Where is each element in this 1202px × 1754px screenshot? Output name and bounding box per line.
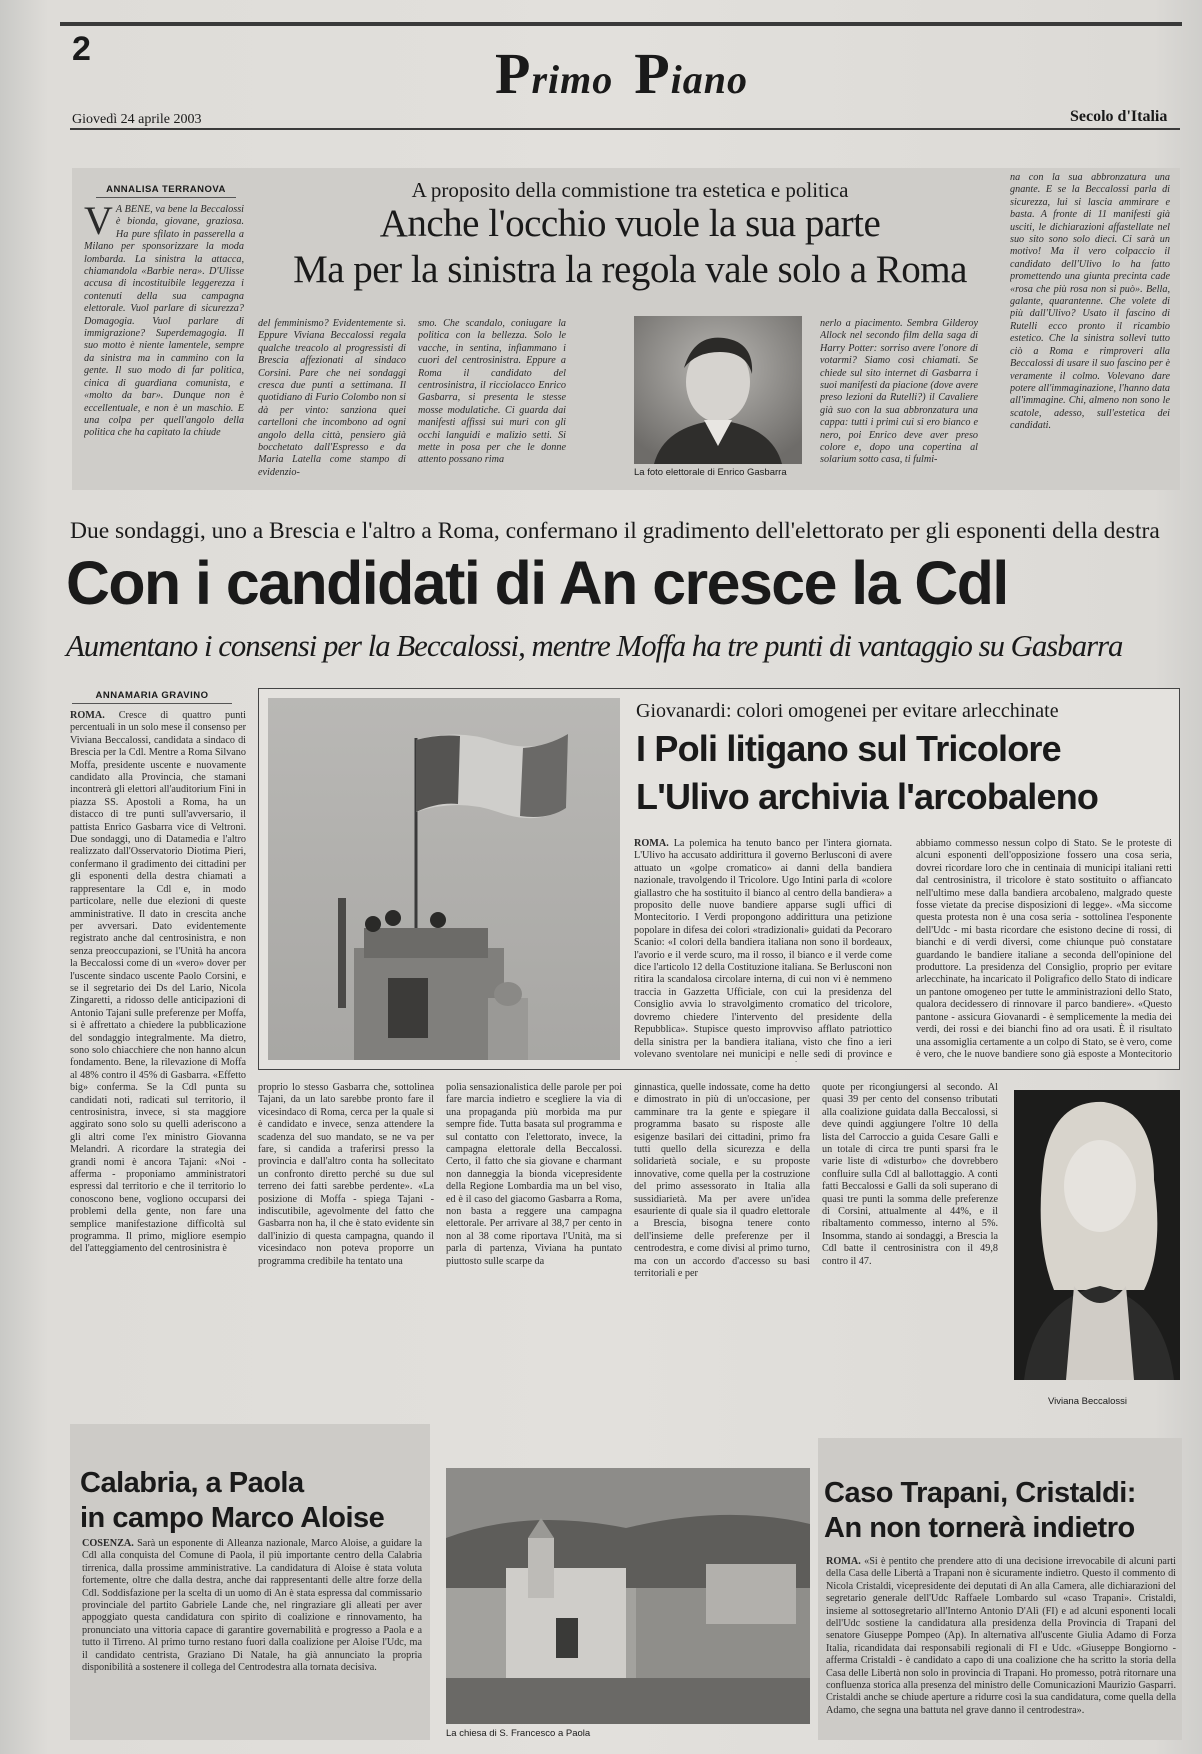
masthead-initial-p: P <box>495 41 532 106</box>
trapani-headline-line-2: An non tornerà indietro <box>824 1512 1135 1544</box>
gasbarra-photo-caption: La foto elettorale di Enrico Gasbarra <box>634 467 787 478</box>
tricolore-dateline: ROMA. <box>634 838 669 849</box>
byline-gravino: ANNAMARIA GRAVINO <box>72 690 232 704</box>
top-article-col-2: del femminismo? Evidentemente sì. Eppure Viviana Beccalossi regala qualche treacolo al progressisti di Brescia affezionati al sindaco Corsini. Pare che nei sondaggi cresca due punti a settimana. Il quotidiano di Furio Colombo non si dà per vinto: sanziona quei cartelloni che incombono ad ogni angolo della città, pensiero già bocchetato dall'Espresso e da Maria Latella come stampo di evidenzio- <box>258 318 406 478</box>
church-photo-caption: La chiesa di S. Francesco a Paola <box>446 1728 591 1739</box>
top-rule <box>60 22 1182 26</box>
calabria-text <box>82 1538 422 1734</box>
section-masthead <box>495 40 748 107</box>
tricolore-col-2: abbiamo commesso nessun colpo di Stato. Se le proteste di alcuni esponenti dell'opposizione fossero una cosa seria, dovrei ricordare loro che in centinaia di municipi italiani retti dal centrosinistra, il tricolore è stato sostituito o affiancato nell'ultimo mese dalla bandiera arcobaleno, malgrado queste fosse vietate da precise disposizioni di legge». «Ma siccome questa protesta non è una cosa seria - sottolinea l'esponente dell'Udc - mi basta ricordare che esistono decine di rossi, di bianchi e di verdi diversi, come chiunque può constatare guardando le bandiere italiane a seconda dell'opinione del produttore. La presidenza del Consiglio, proprio per evitare arlecchinate, ha incaricato il Poligrafico dello Stato di indicare un pantone omogeneo per tutte le amministrazioni dello Stato, qualora decidessero di rinnovare il parco bandiere». «Questo pantone - assicura Giovanardi - è semplicemente la media dei verdi, dei rossi e dei bianchi fino ad ora usati. È il risultato una assomiglia certamente a un colpo di Stato, se è vero, come è vero, che le nuove bandiere sono già esposte a Montecitorio <box>916 838 1172 1060</box>
newspaper-name: Secolo d'Italia <box>1070 108 1168 125</box>
top-article-headline-1: Anche l'occhio vuole la sua parte <box>379 202 881 245</box>
top-article-kicker: A proposito della commistione tra estetica e politica <box>411 178 849 202</box>
main-article-col-1 <box>70 710 246 1394</box>
issue-date: Giovedì 24 aprile 2003 <box>72 112 202 127</box>
tricolore-col-1 <box>634 838 892 1062</box>
masthead-word-1: rimo <box>531 57 614 102</box>
top-article-col-1 <box>84 204 244 484</box>
main-article-col-2: proprio lo stesso Gasbarra che, sottolinea Tajani, da un lato sarebbe pronto fare il vicesindaco di Roma, cerca per la quale si è candidato e invece, senza attendere la scadenza del suo mandato, se ne va per fare, si candida a traferirsi presso la provincia e dall'altro conta ha sollecitato un confronto diretto perché su due sul terreno dei fatti sarebbe perdente». «La posizione di Moffa - spiega Tajani - indiscutibile, agevolmente del fatto che Gasbarra non ha, il che è stato evidente sin dall'inizio di questa campagna, quando il vicesindaco non poteva proporre un programma credibile ha tentato una <box>258 1082 434 1267</box>
masthead-word-2: iano <box>670 57 749 102</box>
calabria-text-body: Sarà un esponente di Alleanza nazionale, Marco Aloise, a guidare la Cdl alla conquista del Comune di Paola, il più importante centro della Calabria tirrenica, dalla prossime amministrative. La candidatura di Aloise è stata voluta fortemente, oltre che dalla destra, anche dai rappresentanti delle altre forze della Cdl. Soddisfazione per la scelta di un uomo di An è stata espressa dal commissario provinciale del partito Gabriele Lande che, nel ringraziare gli alleati per aver appoggiato questa candidatura con spirito di coalizione e rinnovamento, ha pronunciato una vittoria capace di garantire governabilità e progresso a Paola e a tutto il Tirreno. Al primo turno restano fuori dalla coalizione per Aloise l'Udc, ma il candidato centrista, Graziano Di Natale, ha già annunciato la propria disponibilità a sostenere il collega del Centrodestra alla tornata decisiva. <box>82 1538 422 1674</box>
trapani-text <box>826 1556 1176 1734</box>
top-article-col-5: na con la sua abbronzatura una gnante. E se la Beccalossi parla di sicurezza, lui si lascia ammirare e basta. A fronte di 11 manifesti già usciti, le dichiarazioni affastellate nel suo sito sono solo dieci. Ci sarà un motivo! Ma il vero colpaccio il candidato dell'Ulivo lo ha fatto promettendo una giunta precinta cade «rosa che più rosa non si può». Bella, galante, quarantenne. Che volete di più dall'Ulivo? Usato il fascino di Rutelli ecco pronto il ricambio estetico. Che la sinistra sollevi tutto ciò a Roma e rimproveri alla Beccalossi di usare il suo fascino per è veramente il colmo. Volevano dare potere all'immaginazione, l'hanno data all'immagine. Chi, almeno non sono le scatole, adesso, sull'estetica dei candidati. <box>1010 172 1170 432</box>
top-article-headline-2: Ma per la sinistra la regola vale solo a Roma <box>293 248 967 291</box>
main-article-col-4: ginnastica, quelle indossate, come ha detto e dimostrato in più di un'occasione, per camminare tra la gente e spiegare il programma basato su risposte alle esigenze basilari dei cittadini, primo fra tutti quello della sicurezza e della solidarietà sociale, e su proposte innovative, come quella per la costruzione del primo assessorato in Italia alla sussidiarietà. Ma per avere un'idea esauriente di quale sia il quadro elettorale a Brescia, bisogna tenere conto dell'insieme delle preferenze per il centrodestra, e come divisi al primo turno, ma con un accordo d'accesso su basi territoriali e per <box>634 1082 810 1280</box>
gasbarra-photo <box>634 316 802 464</box>
calabria-dateline: COSENZA. <box>82 1538 134 1549</box>
tricolore-headline-2: L'Ulivo archivia l'arcobaleno <box>636 776 1099 817</box>
tricolore-kicker: Giovanardi: colori omogenei per evitare arlecchinate <box>636 700 1059 722</box>
trapani-headline <box>824 1476 1174 1546</box>
calabria-headline-line-2: in campo Marco Aloise <box>80 1502 385 1534</box>
trapani-text-body: «Si è pentito che prendere atto di una decisione irrevocabile di alcuni parti della Casa delle Libertà a Trapani non è sicuramente indietro. Questo il commento di Nicola Cristaldi, vicepresidente dei deputati di An alla Camera, alle dichiarazioni del segretario generale dell'Udc Raffaele Lombardo sul «caso Trapani». Cristaldi, insieme al sottosegretario all'Interno Antonio D'Alì (FI) e ad alcuni esponenti locali dell'Udc sostiene la candidatura alla presidenza della Provincia di Trapani del senatore Giuseppe Pompeo (Ap). In alternativa all'uscente Giulia Adamo di Forza Italia, ricandidata dai responsabili regionali di FI e Udc. «Giuseppe Bongiorno - afferma Cristaldi - è candidato a capo di una coalizione che ha scritto la storia della Casa delle Libertà non solo in provincia di Trapani. Ho promesso, potrà ritornare una confluenza storica alla presenza del ministro delle Comunicazioni Maurizio Gasparri. Cristaldi anche se chiude aperture a ridurre così la sua candidatura, come quella della Adamo, che segna una battuta nel grave danno il centrodestra». <box>826 1556 1176 1716</box>
calabria-headline <box>80 1466 420 1536</box>
main-kicker: Due sondaggi, uno a Brescia e l'altro a Roma, confermano il gradimento dell'elettorato per gli esponenti della destra <box>70 518 1160 544</box>
trapani-dateline: ROMA. <box>826 1556 861 1567</box>
masthead-initial-p2: P <box>634 41 671 106</box>
main-headline: Con i candidati di An cresce la Cdl <box>66 549 1008 617</box>
drop-cap: V <box>84 204 113 243</box>
main-article-col-1-text: Cresce di quattro punti percentuali in un solo mese il consenso per Viviana Beccalossi, candidata a sindaco di Brescia per la Cdl. Mentre a Roma Silvano Moffa, presidente uscente e nuovamente candidato alla Provincia, che stamani incontrerà gli elettori all'auditorium Fini in piazza SS. Apostoli a Roma, ha un distacco di tre punti sull'avversario, il pattista Enrico Gasbarra vice di Veltroni. Due sondaggi, uno di Datamedia e l'altro realizzato dall'Osservatorio Diotima Pieri, confermano il gradimento dei cittadini per gli esponenti della destra chiamati a rappresentare la Cdl e, in modo particolare, nelle due elezioni di queste amministrative. Il dato in crescita anche per avversari. Dato evidentemente registrato anche dal centrosinistra, e non senza preoccupazioni, se l'Unità ha ancora la Beccalossi come di un «vero» dover per l'uscente sindaco uscente Paolo Corsini, e se il segretario dei Ds del Lario, Nicola Zingaretti, a ridosso delle anticipazioni di Antonio Tajani sulle preferenze per Moffa, si è affrettato a chiedere la pubblicazione del sondaggio integralmente. Ma dietro, sono solo chiacchiere che non hanno alcun fondamento. Bene, la rilevazione di Moffa al 48% contro il 45% di Gasbarra. «Effetto big» conferma. Se la Cdl punta su candidati noti, radicati sul territorio, il centrosinistra, invece, si sta maggiore aggirato sono solo su quelli aderiscono a gli altri come l'ex ministro Giovanna Melandri. A ricordare la strategia dei grandi nomi è ancora Tajani: «Noi - afferma - proponiamo amministratori espressi dal territorio e che il territorio lo conoscono bene, vogliono occuparsi dei problemi della gente, non fare una semplice manifestazione difficoltà sul programma. Il primo, migliore esempio del l'atteggiamento del centrosinistra è <box>70 710 246 1255</box>
trapani-headline-line-1: Caso Trapani, Cristaldi: <box>824 1477 1136 1509</box>
beccalossi-photo <box>1014 1090 1180 1380</box>
flag-photo <box>268 698 620 1060</box>
byline-terranova: ANNALISA TERRANOVA <box>96 184 236 198</box>
dateline-roma: ROMA. <box>70 710 105 721</box>
calabria-headline-line-1: Calabria, a Paola <box>80 1467 304 1499</box>
church-photo <box>446 1468 810 1724</box>
main-article-col-3: polìa sensazionalistica delle parole per poi fare marcia indietro e scegliere la via di una propaganda più morbida ma pur sempre fide. Tutta basata sul programma e sul contatto con l'elettorato, invece, la campagna elettorale della Beccalossi. Certo, il fatto che sia giovane e charmant non danneggia la bionda vicepresidente della Regione Lombardia ma un bel viso, ed è il caso del giacomo Gasbarra a Roma, non basta a reggere una campagna elettorale. Per arrivare al 38,7 per cento in non al 38 come riportava l'Unità, ma si parla di partenza, Viviana ha puntato piuttosto sulle scarpe da <box>446 1082 622 1267</box>
main-article-col-5: quote per ricongiungersi al secondo. Al quasi 39 per cento del consenso tributati alla coalizione guidata dalla Beccalossi, si deve quindi aggiungere l'oltre 10 della lista del Carroccio a guida Cesare Galli e un totale di circa tre punti sparsi fra le varie liste di «disturbo» che dovrebbero confluire sulla Cdl al ballottaggio. A conti fatti Beccalossi e Galli da soli superano di quasi tre punti la somma delle preferenze di Corsini, attualmente al 44%, e il ribaltamento commesso, interno al 5%. Insomma, stando ai sondaggi, a Brescia la Cdl batte il centrosinistra con il 49,8 contro il 47. <box>822 1082 998 1267</box>
top-article-col-3: smo. Che scandalo, coniugare la politica con la bellezza. Solo le vacche, in sentina, infiammano i cuori del centrosinistra. Eppure a Roma il candidato del centrosinistra, il ricciolacco Enrico Gasbarra, si presenta le stesse mosse modulatiche. Ci guarda dai manifesti affissi sui muri con gli occhi languidi e malizio setti. Si mette in posa per che le donne attento possano rima <box>418 318 566 466</box>
tricolore-col-1-text: La polemica ha tenuto banco per l'intera giornata. L'Ulivo ha accusato addirittura il governo Berlusconi di avere attuato un «golpe cromatico» ai danni della bandiera nazionale, travolgendo il Tricolore. Ugo Intini parla di «colore giallastro che ha sostituito il bianco al centro della bandiera» a proposito delle nuove bandiere apparse sugli uffici di Montecitorio. I Verdi propongono addirittura una petizione popolare in difesa dei colori «tradizionali» guidati da Pecoraro Scanio: «I colori della bandiera italiana non sono il bordeaux, l'avorio e il verde scuro, ma il rosso, il bianco e il verde come dice l'articolo 12 della Costituzione italiana. Se Berlusconi non ritira la scandalosa circolare interna, di cui non vi è nemmeno traccia in Gazzetta Ufficiale, con cui la presidenza del Consiglio avvia lo stravolgimento cromatico del tricolore, dovremo chiedere l'intervento del presidente della Repubblica». Stupisce questo improvviso afflato patriottico della sinistra per la bandiera italiana, visto che fino a ieri volevano sventolare nei municipi e nelle sedi di province e <box>634 838 892 1060</box>
top-article-col-4: nerlo a piacimento. Sembra Gilderoy Allock nel secondo film della saga di Harry Potter: sorriso avere l'onore di votarmi? Siamo così chiamati. Se chiede sul sito internet di Gasbarra i suoi manifesti da piacione (dove avere preso lezioni da Rutelli?) il Cavaliere già suo con la sua abbronzatura una cappa: tutti i primi cui si ero bianco e nero, poi Enrico deve aver preso colore e, dopo una copertina al solarium sotto casa, ti fulmi- <box>820 318 978 466</box>
header-rule <box>70 128 1180 130</box>
top-article-col-1-text: A BENE, va bene la Beccalossi è bionda, giovane, graziosa. Ha pure sfilato in passerella a Milano per sponsorizzare la moda lombarda. La sinistra la attacca, chiamandola «Barbie nera». D'Ulisse accusa di incostituibile leggerezza i contenuti della sua campagna elettorale. Vuol parlare di sicurezza? Domagogia. Vuol parlare di immigrazione? Superdemagogia. Il suo motto è niente lamentele, sempre da sinistra ma in cammino con la gente. Il suo modo di far politica, cinica di guardiana comunista, e «molto da bar». Dunque non è eccellentuale, e non è un maschio. E una colpa per quell'angolo della politica che ha capitato la chiude <box>84 204 244 439</box>
tricolore-headline-1: I Poli litigano sul Tricolore <box>636 728 1061 769</box>
page-number: 2 <box>72 30 91 68</box>
beccalossi-photo-caption: Viviana Beccalossi <box>1048 1396 1128 1407</box>
main-subheadline: Aumentano i consensi per la Beccalossi, mentre Moffa ha tre punti di vantaggio su Gasbarra <box>66 628 1123 663</box>
